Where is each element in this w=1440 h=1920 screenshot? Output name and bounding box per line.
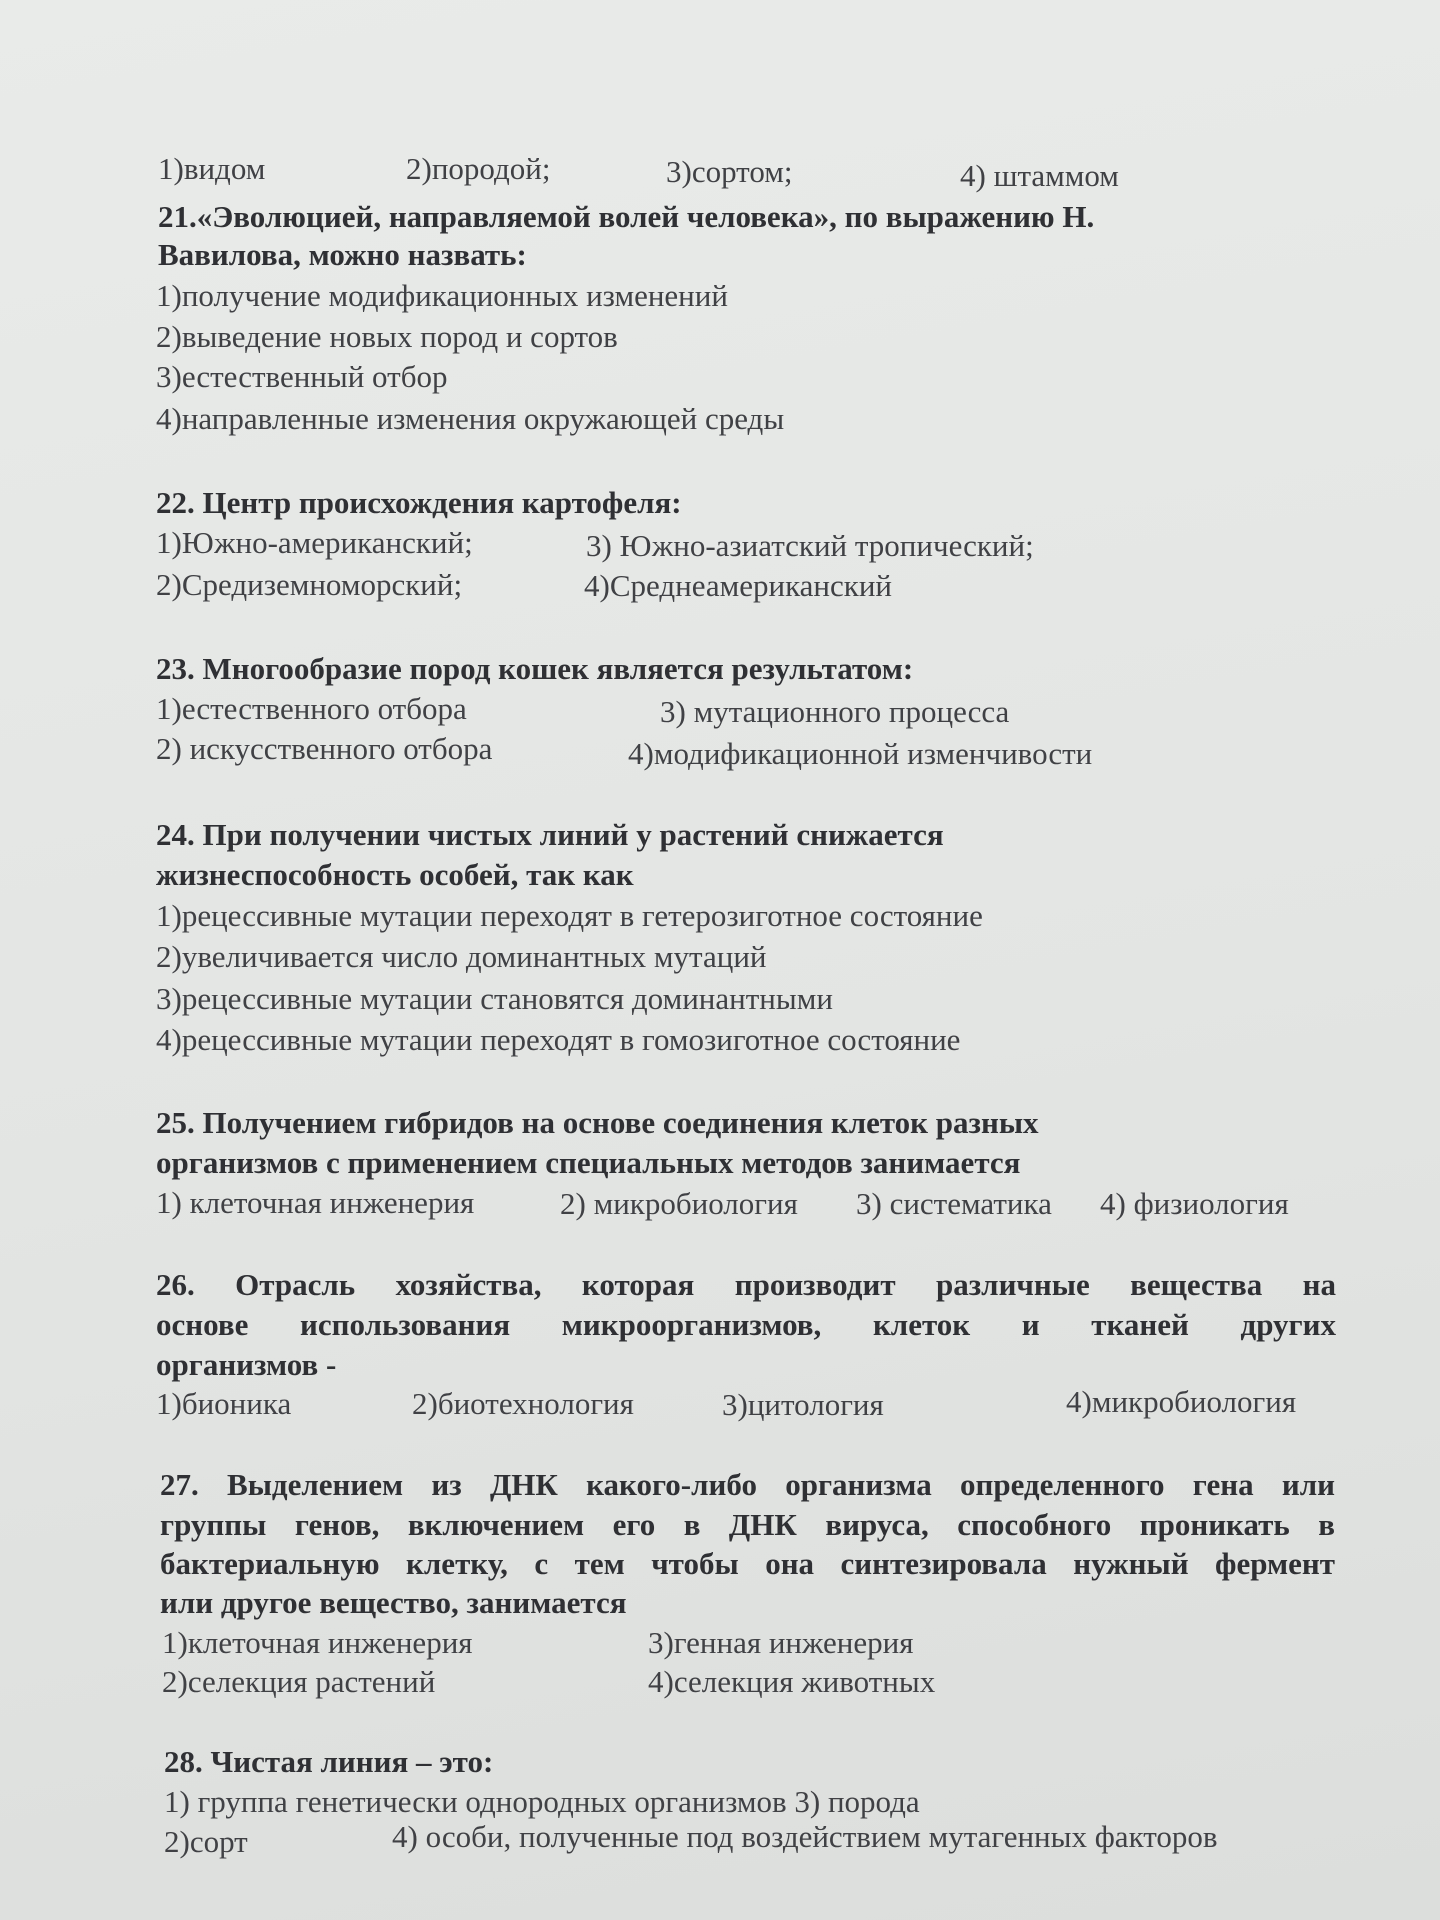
q23-option-1: 1)естественного отбора [156, 691, 467, 726]
q27-question-line1: 27. Выделением из ДНК какого-либо организма определенного гена или [160, 1467, 1335, 1502]
q28-option-2: 2)сорт [164, 1824, 248, 1859]
q22-option-3: 3) Южно-азиатский тропический; [586, 528, 1034, 563]
q25-option-4: 4) физиология [1100, 1186, 1289, 1221]
q28-option-1: 1) группа генетически однородных организмов 3) порода [164, 1784, 920, 1819]
q25-option-3: 3) систематика [856, 1186, 1052, 1221]
q27-option-4: 4)селекция животных [648, 1664, 936, 1699]
q21-question-line1: 21.«Эволюцией, направляемой волей человека», по выражению Н. [158, 199, 1095, 234]
q25-question-line2: организмов с применением специальных методов занимается [156, 1145, 1021, 1180]
q22-option-2: 2)Средиземноморский; [156, 567, 463, 602]
q22-question: 22. Центр происхождения картофеля: [156, 485, 682, 520]
q21-option-1: 1)получение модификационных изменений [156, 278, 728, 313]
q27-option-1: 1)клеточная инженерия [162, 1625, 473, 1660]
q27-option-3: 3)генная инженерия [648, 1625, 914, 1660]
q21-option-2: 2)выведение новых пород и сортов [156, 319, 618, 354]
q24-question-line1: 24. При получении чистых линий у растений снижается [156, 817, 944, 852]
q22-option-4: 4)Среднеамериканский [584, 568, 893, 603]
q28-question: 28. Чистая линия – это: [164, 1744, 494, 1779]
q23-option-3: 3) мутационного процесса [660, 694, 1010, 729]
q27-question-line3: бактериальную клетку, с тем чтобы она синтезировала нужный фермент [160, 1546, 1335, 1581]
q26-question-line1: 26. Отрасль хозяйства, которая производит различные вещества на [156, 1267, 1336, 1302]
q24-option-1: 1)рецессивные мутации переходят в гетерозиготное состояние [156, 898, 983, 933]
q26-option-1: 1)бионика [156, 1386, 292, 1421]
q27-question-line2: группы генов, включением его в ДНК вируса, способного проникать в [160, 1507, 1335, 1542]
q20-option-3: 3)сортом; [666, 154, 793, 189]
q27-question-line4: или другое вещество, занимается [160, 1585, 627, 1620]
q24-option-2: 2)увеличивается число доминантных мутаций [156, 939, 767, 974]
q24-option-3: 3)рецессивные мутации становятся доминантными [156, 981, 833, 1016]
q25-question-line1: 25. Получением гибридов на основе соединения клеток разных [156, 1105, 1039, 1140]
q23-option-2: 2) искусственного отбора [156, 731, 493, 766]
q26-option-3: 3)цитология [722, 1387, 884, 1422]
q24-option-4: 4)рецессивные мутации переходят в гомозиготное состояние [156, 1022, 961, 1057]
q27-option-2: 2)селекция растений [162, 1664, 436, 1699]
q20-option-2: 2)породой; [406, 151, 551, 186]
q24-question-line2: жизнеспособность особей, так как [156, 857, 634, 892]
q26-question-line3: организмов - [156, 1347, 337, 1382]
q23-question: 23. Многообразие пород кошек является результатом: [156, 651, 914, 686]
q28-option-4: 4) особи, полученные под воздействием мутагенных факторов [392, 1819, 1218, 1854]
q23-option-4: 4)модификационной изменчивости [628, 736, 1093, 771]
q26-option-2: 2)биотехнология [412, 1386, 634, 1421]
q21-option-4: 4)направленные изменения окружающей среды [156, 401, 785, 436]
q20-option-1: 1)видом [158, 151, 266, 186]
q25-option-2: 2) микробиология [560, 1186, 798, 1221]
q26-question-line2: основе использования микроорганизмов, клеток и тканей других [156, 1307, 1336, 1342]
q26-option-4: 4)микробиология [1066, 1384, 1297, 1419]
q25-option-1: 1) клеточная инженерия [156, 1185, 475, 1220]
q21-question-line2: Вавилова, можно назвать: [158, 237, 527, 272]
q21-option-3: 3)естественный отбор [156, 359, 448, 394]
q22-option-1: 1)Южно-американский; [156, 525, 473, 560]
q20-option-4: 4) штаммом [960, 158, 1119, 193]
